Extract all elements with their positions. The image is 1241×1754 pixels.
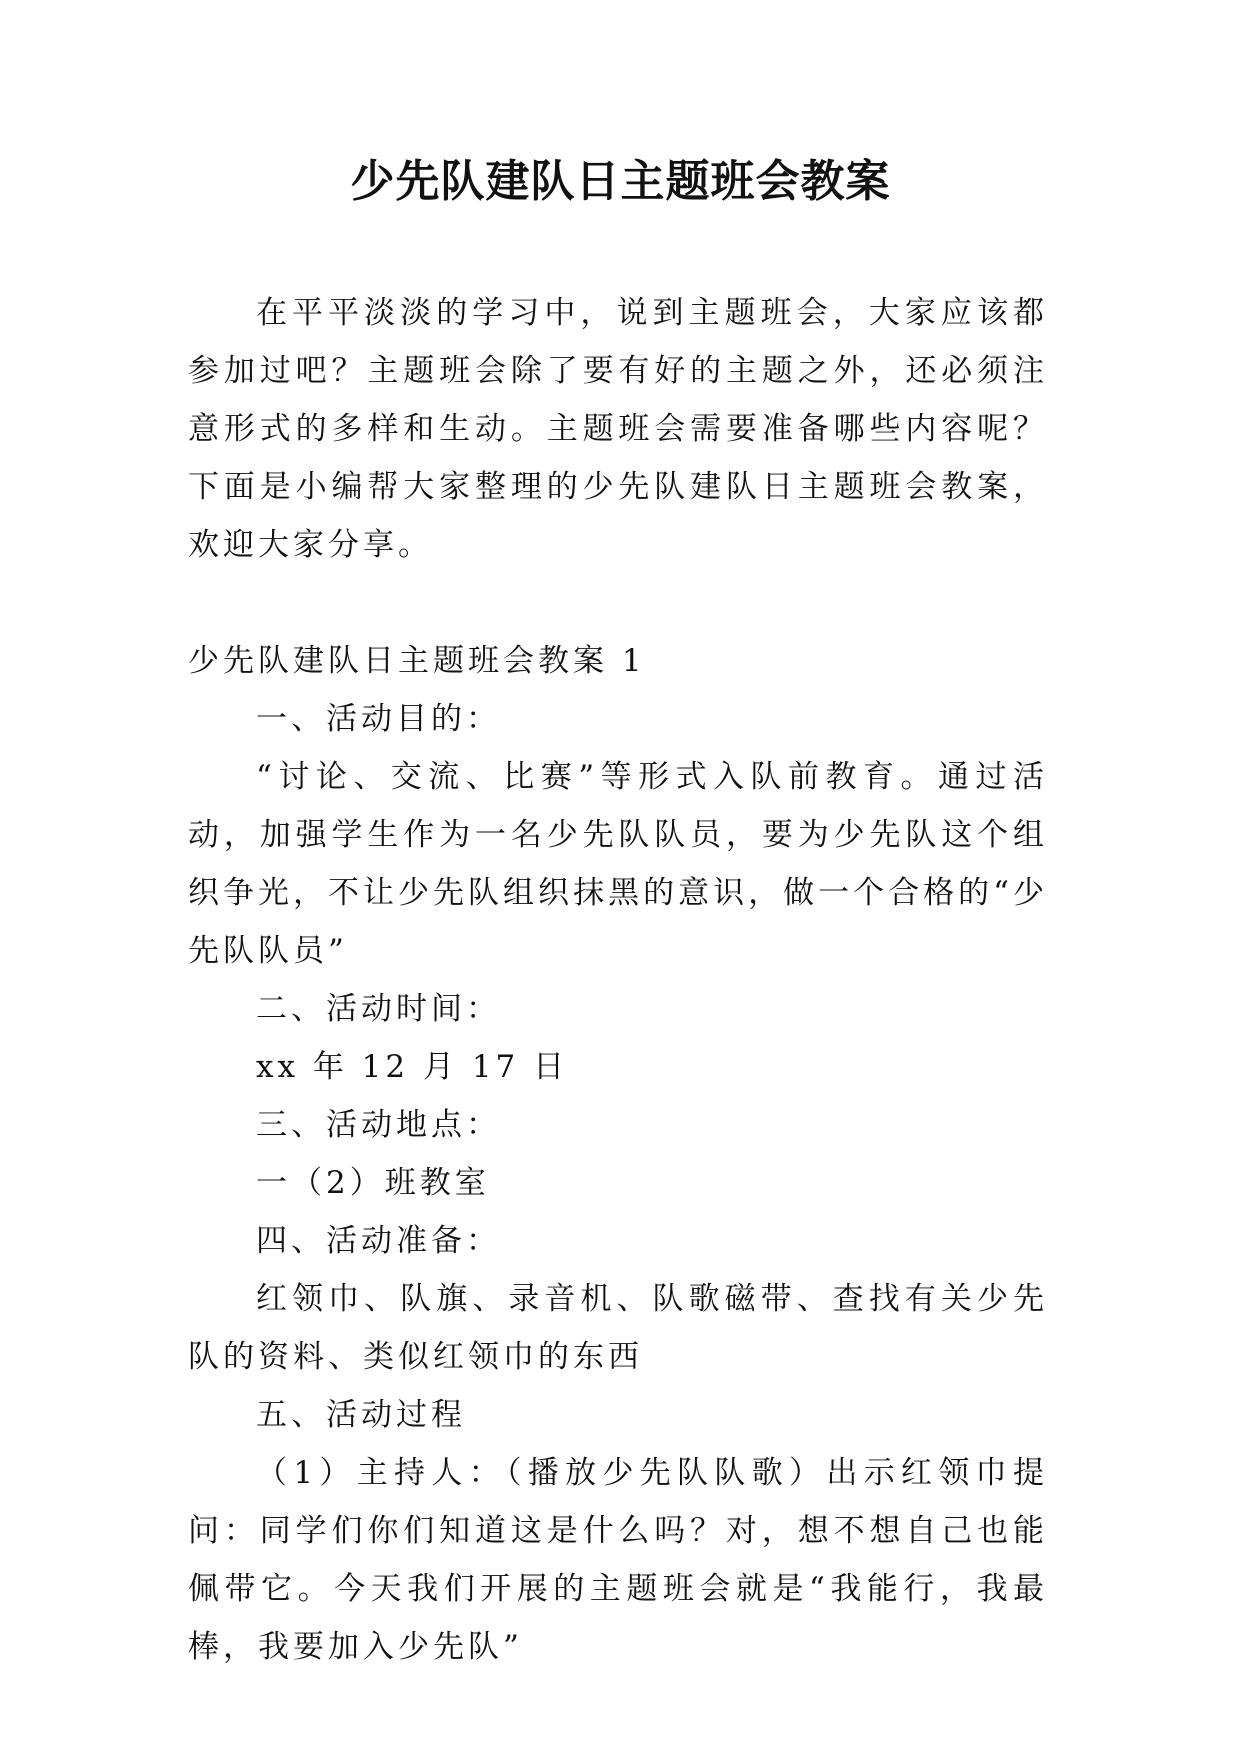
section-heading: 少先队建队日主题班会教案 1 — [188, 643, 646, 679]
time-text: xx 年 12 月 17 日 — [256, 1049, 569, 1085]
location-text: 一（2）班教室 — [256, 1165, 490, 1201]
paragraph-spacer — [188, 574, 1048, 632]
document-body — [188, 284, 1048, 1676]
process-step-1: （1）主持人：（播放少先队队歌）出示红领巾提问：同学们你们知道这是什么吗？对，想不想自己也能佩带它。今天我们开展的主题班会就是“我能行，我最棒，我要加入少先队” — [188, 1455, 1048, 1665]
intro-paragraph: 在平平淡淡的学习中，说到主题班会，大家应该都参加过吧？主题班会除了要有好的主题之外，还必须注意形式的多样和生动。主题班会需要准备哪些内容呢？下面是小编帮大家整理的少先队建队日主题班会教案，欢迎大家分享。 — [188, 295, 1048, 563]
preparation-text: 红领巾、队旗、录音机、队歌磁带、查找有关少先队的资料、类似红领巾的东西 — [188, 1281, 1048, 1375]
preparation-heading: 四、活动准备： — [256, 1223, 501, 1259]
process-heading: 五、活动过程 — [256, 1397, 466, 1433]
location-heading: 三、活动地点： — [256, 1107, 501, 1143]
objective-heading: 一、活动目的： — [256, 701, 501, 737]
document-title: 少先队建队日主题班会教案 — [350, 156, 891, 207]
time-heading: 二、活动时间： — [256, 991, 501, 1027]
objective-text: “讨论、交流、比赛”等形式入队前教育。通过活动，加强学生作为一名少先队队员，要为少先队这个组织争光，不让少先队组织抹黑的意识，做一个合格的“少先队队员” — [188, 759, 1048, 969]
